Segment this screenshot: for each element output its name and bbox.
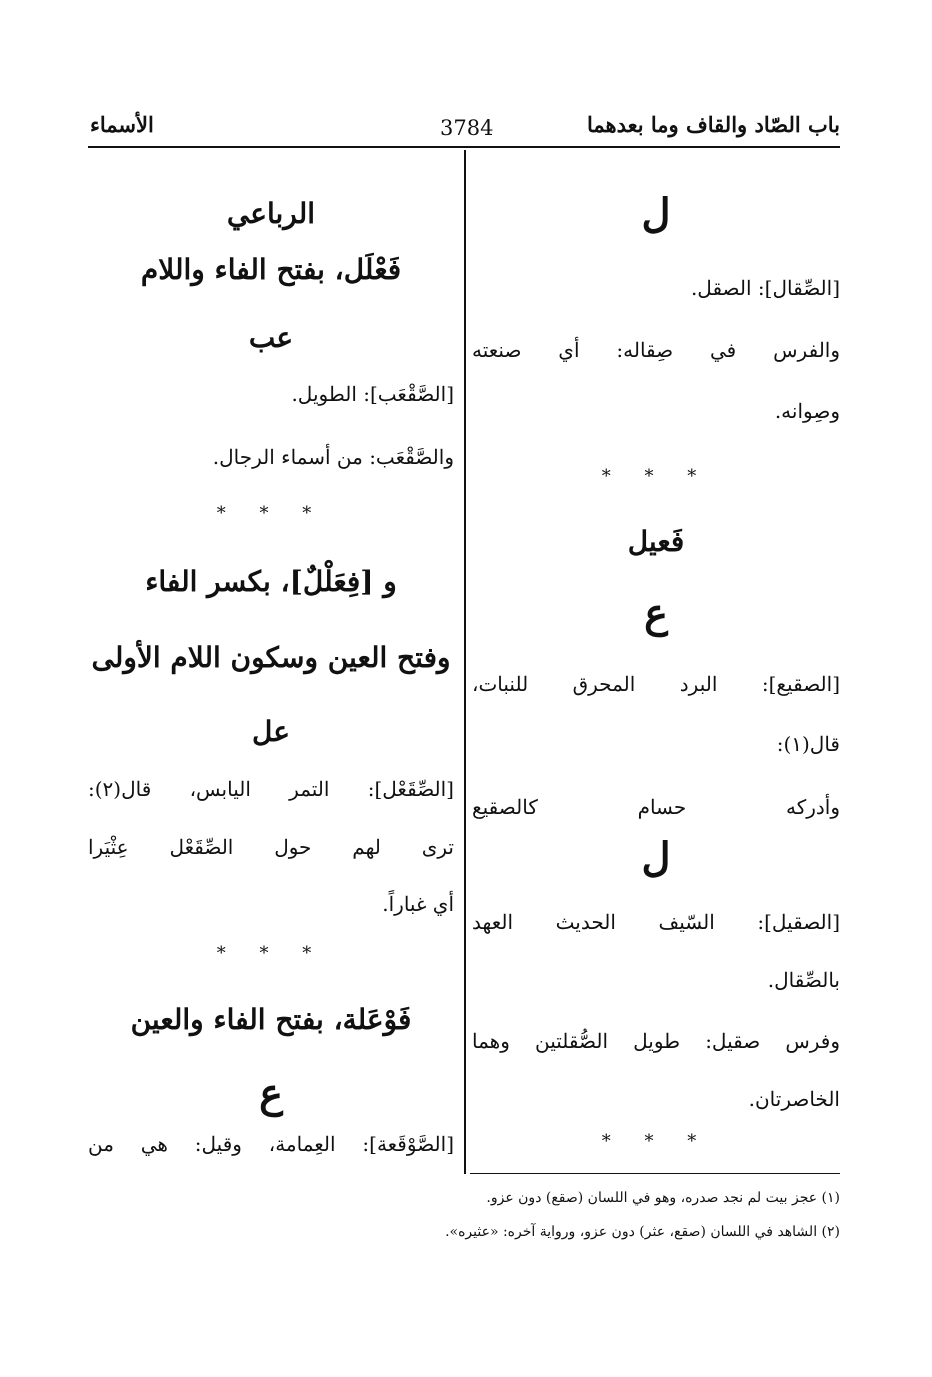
right-column-letter-line: ل [641,834,671,881]
right-column-text-line: [الصقيل]: السّيف الحديث العهد [472,910,840,934]
left-column-text-line: والصَّقْعَب: من أسماء الرجال. [212,445,454,469]
running-title: باب الصّاد والقاف وما بعدهما [586,112,840,137]
left-column-stars-line: * * * [216,503,326,524]
right-column-head-line: فَعيل [627,525,685,558]
left-column-head-line: وفتح العين وسكون اللام الأولى [91,641,451,674]
right-column-text-line: الخاصرتان. [748,1087,840,1111]
left-column-verse-line: ترى لهم حول الصِّقَعْل عِثْيَرا [88,835,454,859]
footnote-1: (١) عجز بيت لم نجد صدره، وهو في اللسان (صقع) دون عزو. [486,1190,840,1206]
section-title: الأسماء [90,112,154,137]
left-column-text-line: أي غباراً. [382,892,454,916]
left-column-head-line: فَوْعَلة، بفتح الفاء والعين [130,1003,412,1036]
left-column-head-line: الرباعي [226,197,316,230]
left-column-text-line: [الصَّوْقَعة]: العِمامة، وقيل: هي من [88,1132,454,1156]
page-number: 3784 [440,116,494,140]
left-column-head-line: فَعْلَل، بفتح الفاء واللام [140,253,402,286]
left-column-head-line: عل [252,715,290,748]
right-column-text-line: [الصِّقال]: الصقل. [690,276,840,300]
right-column-text-line: والفرس في صِقاله: أي صنعته [472,338,840,362]
right-column-letter-line: ل [641,190,671,237]
footnote-2: (٢) الشاهد في اللسان (صقع، عثر) دون عزو، ورواية آخره: «عثيره». [445,1224,840,1240]
header-rule [88,146,840,148]
footnote-rule [470,1173,840,1174]
left-column-text-line: [الصِّقَعْل]: التمر اليابس، قال(٢): [88,777,454,801]
left-column-stars-line: * * * [216,943,326,964]
right-column-text-line: وفرس صقيل: طويل الصُّقلتين وهما [472,1029,840,1053]
right-column-stars-line: * * * [601,466,711,487]
left-column-text-line: [الصَّقْعَب]: الطويل. [291,382,454,406]
right-column-text-line: بالصِّقال. [767,968,840,992]
right-column-text-line: وصِوانه. [774,399,840,423]
right-column-text-line: قال(١): [776,732,840,756]
left-column-head-line: عب [248,321,294,354]
right-column-stars-line: * * * [601,1131,711,1152]
right-column-letter-line: ع [644,590,668,637]
column-divider [464,150,466,1174]
left-column-head-line: و [فِعَلْلٌ]، بكسر الفاء [145,565,397,598]
right-column-verse-line: وأدركه حسام كالصقيع [472,795,840,819]
right-column-text-line: [الصقيع]: البرد المحرق للنبات، [472,672,840,696]
left-column-letter-line: ع [259,1070,283,1117]
